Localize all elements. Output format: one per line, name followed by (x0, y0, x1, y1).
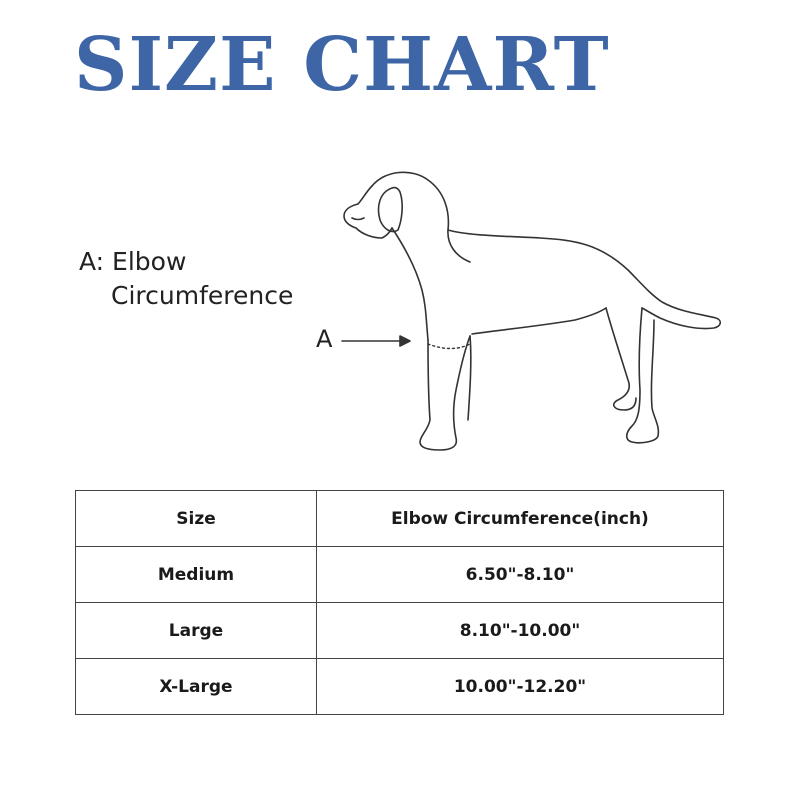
table-cell-measurement: 8.10"-10.00" (317, 603, 724, 659)
table-cell-measurement: 10.00"-12.20" (317, 659, 724, 715)
table-header-size: Size (76, 491, 317, 547)
table-row (76, 547, 724, 603)
table-row (76, 603, 724, 659)
table-cell-size: Large (76, 603, 317, 659)
legend-label-line1: A: Elbow (79, 247, 187, 276)
page-title: SIZE CHART (74, 22, 610, 108)
size-table (75, 490, 724, 715)
table-cell-measurement: 6.50"-8.10" (317, 547, 724, 603)
table-row (76, 659, 724, 715)
table-header-row (76, 491, 724, 547)
table-header-elbow-circumference: Elbow Circumference(inch) (317, 491, 724, 547)
table-cell-size: Medium (76, 547, 317, 603)
legend-label-line2: Circumference (111, 281, 294, 310)
marker-label-a: A (316, 325, 333, 353)
table-cell-size: X-Large (76, 659, 317, 715)
dog-outline-icon (320, 160, 730, 460)
